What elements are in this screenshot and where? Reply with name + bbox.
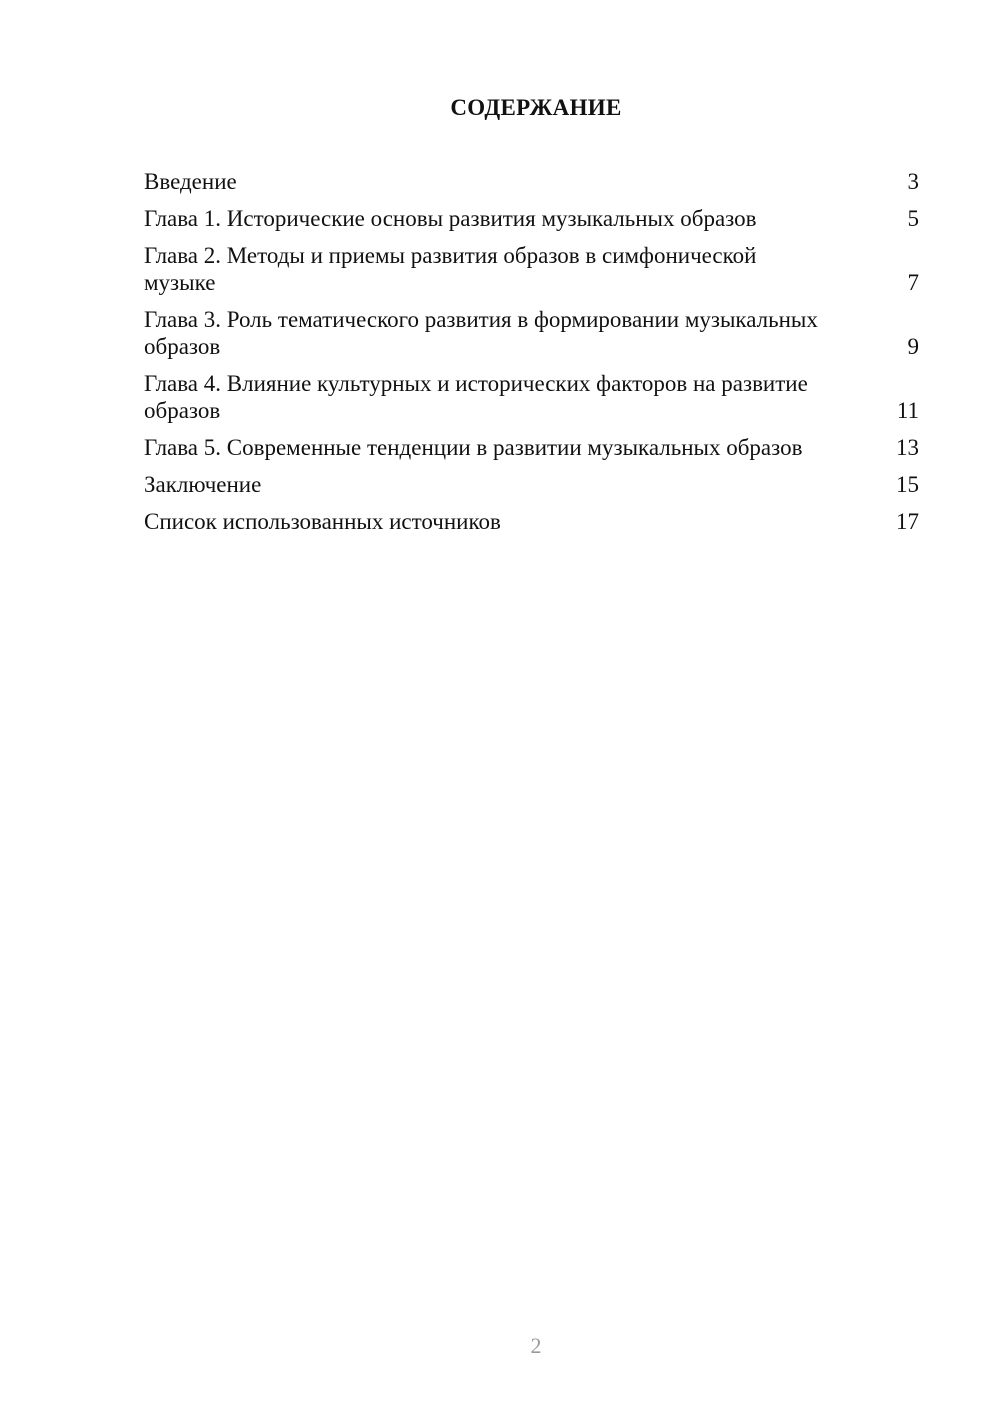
toc-entry — [144, 306, 919, 360]
toc-entry-title: Глава 2. Методы и приемы развития образов в симфонической музыке — [144, 243, 757, 295]
toc-entry-page: 15 — [896, 472, 919, 497]
toc-entry-title: Глава 1. Исторические основы развития музыкальных образов — [144, 206, 757, 231]
toc-entry-page: 3 — [907, 169, 919, 194]
page-title: СОДЕРЖАНИЕ — [450, 95, 622, 120]
toc-entry — [144, 168, 919, 195]
toc-entry — [144, 471, 919, 498]
toc-entry-page: 11 — [896, 398, 919, 423]
toc-entry — [144, 205, 919, 232]
page-number: 2 — [530, 1333, 542, 1358]
toc-entry-page: 9 — [907, 334, 919, 359]
toc-entry-page: 13 — [896, 435, 919, 460]
toc-entry-title: Глава 5. Современные тенденции в развитии музыкальных образов — [144, 435, 803, 460]
toc-entry — [144, 434, 919, 461]
toc-entry-title: Заключение — [144, 472, 262, 497]
toc-entry-title: Введение — [144, 169, 237, 194]
toc-entry-page: 7 — [907, 270, 919, 295]
toc-entry-page: 5 — [907, 206, 919, 231]
toc-entry-title: Глава 3. Роль тематического развития в формировании музыкальных образов — [144, 307, 818, 359]
toc-entry — [144, 370, 919, 424]
toc-entry-title: Список использованных источников — [144, 509, 501, 534]
toc-entry — [144, 242, 919, 296]
toc-entry — [144, 508, 919, 535]
toc-entry-page: 17 — [896, 509, 919, 534]
toc-entry-title: Глава 4. Влияние культурных и исторических факторов на развитие образов — [144, 371, 808, 423]
table-of-contents — [144, 168, 919, 545]
